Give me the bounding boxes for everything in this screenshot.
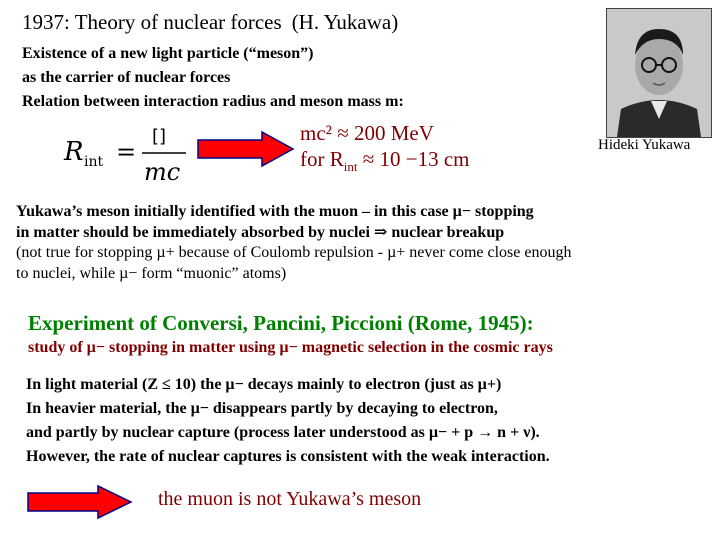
- title-author: (H. Yukawa): [291, 10, 399, 34]
- intro-block: [22, 42, 404, 114]
- conclusion-text: the muon is not Yukawa’s meson: [158, 488, 422, 510]
- right-arrow-icon: [196, 130, 296, 168]
- result-line: However, the rate of nuclear captures is consistent with the weak interaction.: [26, 448, 550, 465]
- title-text: 1937: Theory of nuclear forces: [22, 10, 282, 34]
- formula-lhs-sub: int: [84, 154, 104, 170]
- intro-line: Relation between interaction radius and meson mass m:: [22, 93, 404, 110]
- paragraph-line: in matter should be immediately absorbed by nuclei ⇒ nuclear breakup: [16, 223, 505, 241]
- paragraph-line: Yukawa’s meson initially identified with the muon – in this case µ− stopping: [16, 203, 534, 220]
- result-mass: mc² ≈ 200 MeV: [300, 121, 434, 145]
- experiment-subtitle: study of µ− stopping in matter using µ− magnetic selection in the cosmic rays: [28, 339, 553, 356]
- paragraph-line: to nuclei, while µ− form “muonic” atoms): [16, 264, 287, 282]
- intro-line: Existence of a new light particle (“meson”): [22, 45, 314, 62]
- range-formula: [62, 120, 192, 188]
- paragraph-line: (not true for stopping µ+ because of Coulomb repulsion - µ+ never come close enough: [16, 244, 572, 261]
- intro-line: as the carrier of nuclear forces: [22, 69, 231, 86]
- results-block: [26, 373, 550, 469]
- slide-title: [22, 10, 398, 35]
- muon-paragraph: [16, 202, 571, 284]
- formula-equals: =: [116, 138, 137, 166]
- portrait-image: [607, 9, 711, 137]
- result-range: for $R_{int} \approx 10 -13$ cm: [300, 147, 470, 175]
- result-block: [300, 120, 470, 180]
- photo-caption: Hideki Yukawa: [598, 137, 691, 153]
- result-line: and partly by nuclear capture (process later understood as µ− + p → n + ν).: [26, 424, 540, 441]
- yukawa-photo: [606, 8, 712, 138]
- result-line: In light material (Z ≤ 10) the µ− decays mainly to electron (just as µ+): [26, 376, 502, 393]
- conclusion-arrow-icon: [26, 484, 134, 520]
- formula-denominator: mc: [144, 158, 181, 186]
- result-line: In heavier material, the µ− disappears partly by decaying to electron,: [26, 400, 498, 417]
- formula-numerator: []: [152, 126, 167, 147]
- experiment-heading: Experiment of Conversi, Pancini, Piccioni (Rome, 1945):: [28, 311, 534, 335]
- formula-lhs: R: [64, 137, 84, 167]
